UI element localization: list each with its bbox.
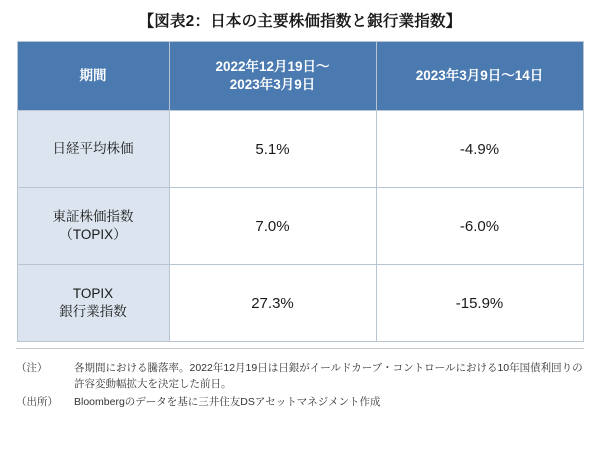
table-row [17,188,583,265]
stock-index-table [17,41,584,342]
notes-divider [16,348,584,349]
row-label-topix-line2: （TOPIX） [59,227,127,242]
row-label-topix [17,188,169,265]
note-label-source: （出所） [16,395,58,408]
cell-topix-range1: 7.0% [169,188,376,265]
note-label-chuu: （注） [16,362,48,374]
row-label-topix-banks [17,265,169,342]
row-label-topix-banks-line1: TOPIX [72,285,114,301]
note-row-source [16,395,584,411]
column-header-period-line1: 期間 [79,67,107,83]
notes-block [16,361,584,410]
row-label-topix-line1: 東証株価指数 [52,208,134,224]
row-label-topix-banks-line2: 銀行業指数 [59,304,127,319]
column-header-range-1 [169,42,376,111]
cell-nikkei-range1: 5.1% [169,111,376,188]
row-label-nikkei-line1: 日経平均株価 [52,140,134,156]
note-row-chuu [16,361,584,393]
page-title: 【図表2：日本の主要株価指数と銀行業指数】 [138,13,462,30]
note-body-source: Bloombergのデータを基に三井住友DSアセットマネジメント作成 [74,395,381,408]
column-header-range-2-line1: 2023年3月9日～14日 [415,67,544,83]
note-body-chuu: 各期間における騰落率。2022年12月19日は日銀がイールドカーブ・コントロールにおける10年国債利回りの許容変動幅拡大を決定した前日。 [74,362,583,390]
column-header-range-1-line2: 2023年3月9日 [229,77,316,92]
table-header [17,42,583,111]
column-header-range-1-line1: 2022年12月19日～ [215,58,330,74]
cell-topix-banks-range1: 27.3% [169,265,376,342]
cell-topix-range2: -6.0% [376,188,583,265]
column-header-range-2 [376,42,583,111]
row-label-nikkei [17,111,169,188]
table-header-row [17,42,583,111]
table-row [17,111,583,188]
column-header-period [17,42,169,111]
table-body [17,111,583,342]
cell-topix-banks-range2: -15.9% [376,265,583,342]
table-row [17,265,583,342]
cell-nikkei-range2: -4.9% [376,111,583,188]
